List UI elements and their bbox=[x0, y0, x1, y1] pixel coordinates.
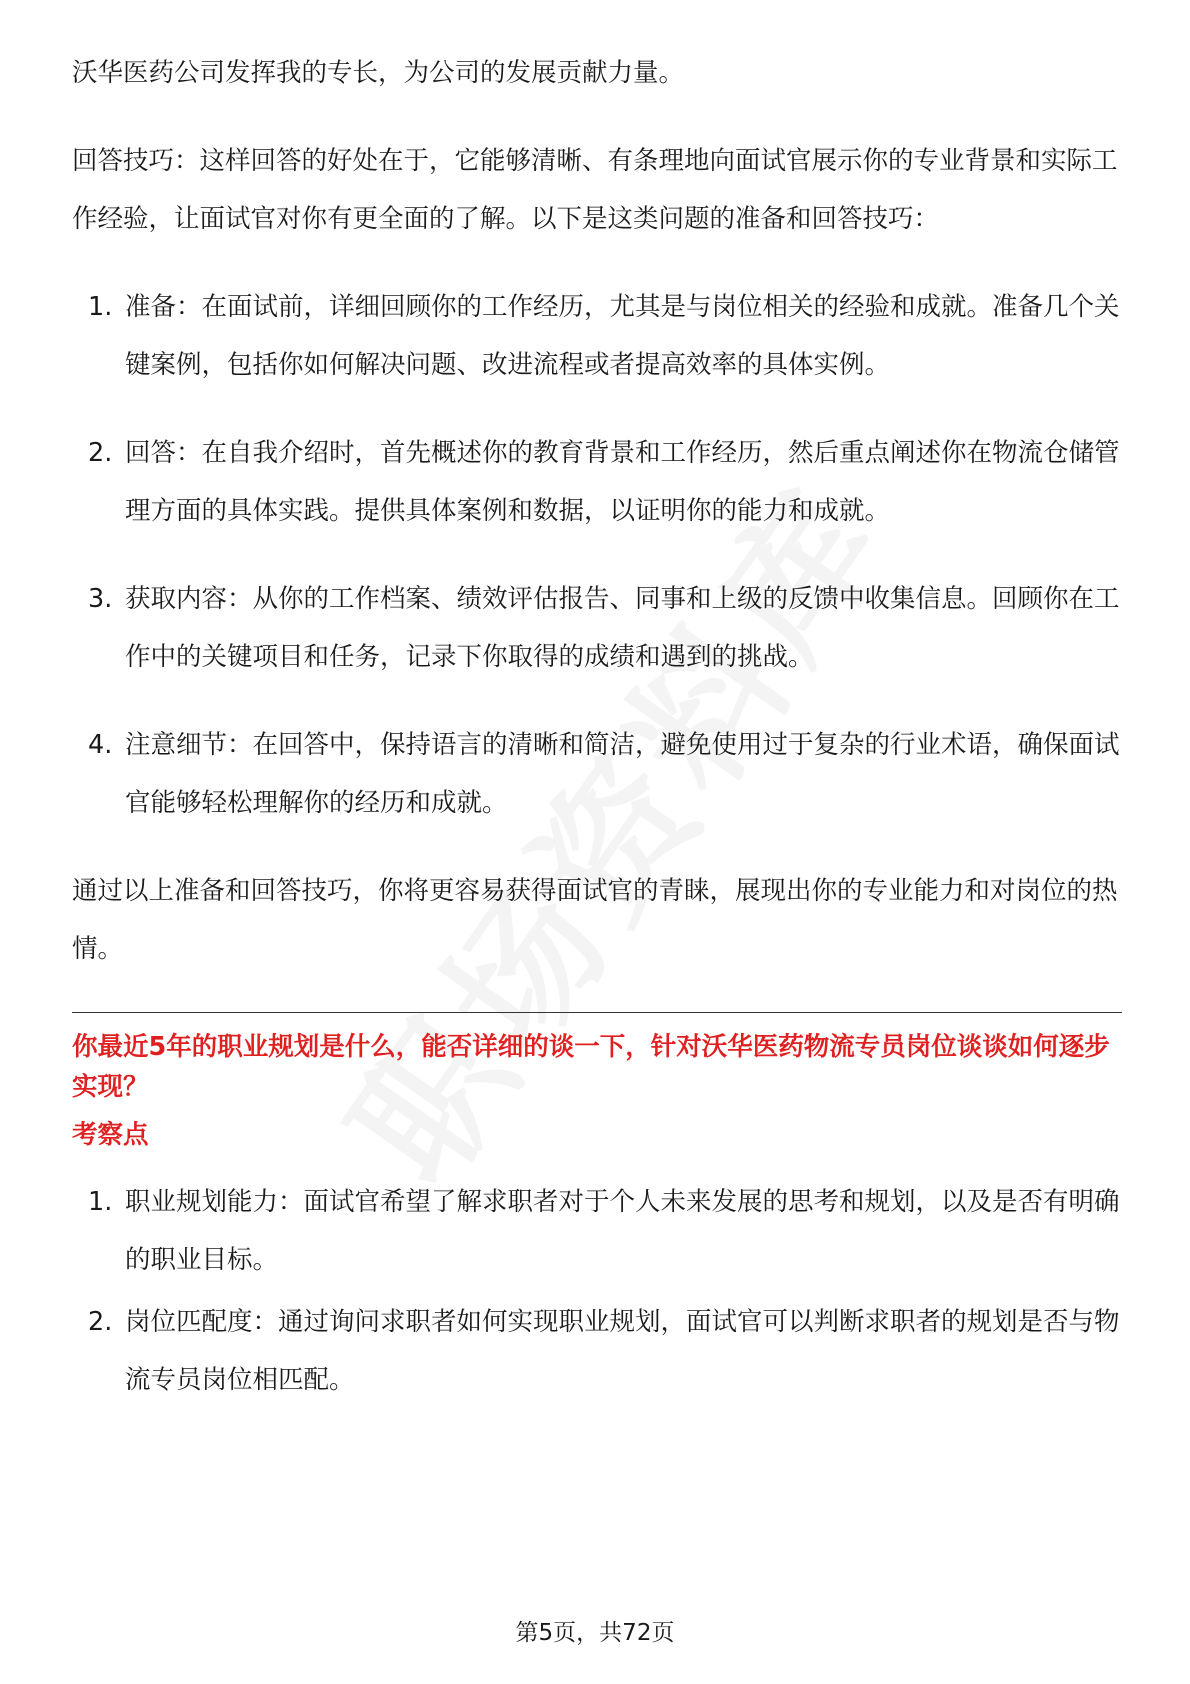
list-item-text: 注意细节：在回答中，保持语言的清晰和简洁，避免使用过于复杂的行业术语，确保面试官能够轻松理解你的经历和成就。 bbox=[125, 730, 1120, 818]
page-number-footer: 第5页，共72页 bbox=[515, 1620, 675, 1646]
focus-list bbox=[72, 1173, 1122, 1409]
list-item-number: 4. bbox=[88, 730, 113, 760]
focus-label: 考察点 bbox=[72, 1120, 149, 1150]
list-item-text: 岗位匹配度：通过询问求职者如何实现职业规划，面试官可以判断求职者的规划是否与物流专员岗位相匹配。 bbox=[125, 1307, 1120, 1395]
list-item-number: 2. bbox=[88, 438, 113, 468]
list-item-text: 职业规划能力：面试官希望了解求职者对于个人未来发展的思考和规划，以及是否有明确的职业目标。 bbox=[125, 1187, 1120, 1275]
section-divider bbox=[72, 1012, 1122, 1013]
list-item-number: 2. bbox=[88, 1307, 113, 1337]
tips-list bbox=[72, 278, 1122, 832]
list-item-number: 1. bbox=[88, 1187, 113, 1217]
list-item bbox=[72, 424, 1122, 540]
intro-tail-paragraph: 沃华医药公司发挥我的专长，为公司的发展贡献力量。 bbox=[72, 58, 685, 88]
list-item bbox=[72, 278, 1122, 394]
list-item-number: 1. bbox=[88, 292, 113, 322]
question-heading: 你最近5年的职业规划是什么，能否详细的谈一下，针对沃华医药物流专员岗位谈谈如何逐步实现？ bbox=[72, 1032, 1110, 1102]
list-item bbox=[72, 716, 1122, 832]
tips-intro-paragraph: 回答技巧：这样回答的好处在于，它能够清晰、有条理地向面试官展示你的专业背景和实际工作经验，让面试官对你有更全面的了解。以下是这类问题的准备和回答技巧： bbox=[72, 146, 1118, 234]
list-item bbox=[72, 1293, 1122, 1409]
list-item-text: 回答：在自我介绍时，首先概述你的教育背景和工作经历，然后重点阐述你在物流仓储管理方面的具体实践。提供具体案例和数据，以证明你的能力和成就。 bbox=[125, 438, 1120, 526]
list-item-text: 准备：在面试前，详细回顾你的工作经历，尤其是与岗位相关的经验和成就。准备几个关键案例，包括你如何解决问题、改进流程或者提高效率的具体实例。 bbox=[125, 292, 1120, 380]
conclusion-paragraph: 通过以上准备和回答技巧，你将更容易获得面试官的青睐，展现出你的专业能力和对岗位的热情。 bbox=[72, 876, 1118, 964]
list-item bbox=[72, 1173, 1122, 1289]
list-item-text: 获取内容：从你的工作档案、绩效评估报告、同事和上级的反馈中收集信息。回顾你在工作中的关键项目和任务，记录下你取得的成绩和遇到的挑战。 bbox=[125, 584, 1120, 672]
page-content bbox=[72, 44, 1122, 1413]
list-item bbox=[72, 570, 1122, 686]
list-item-number: 3. bbox=[88, 584, 113, 614]
